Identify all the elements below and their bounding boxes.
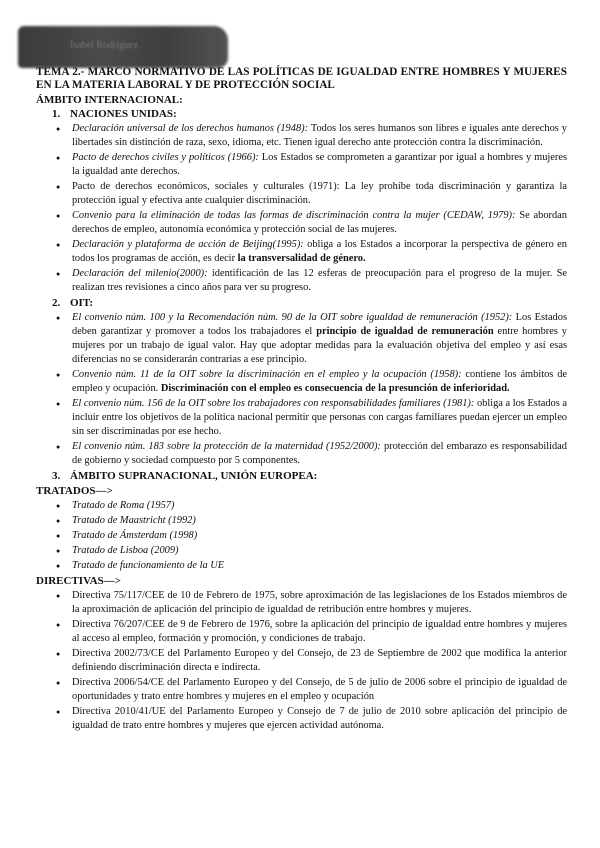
list-item xyxy=(36,209,567,237)
list-item xyxy=(36,267,567,295)
section-heading-text: OIT: xyxy=(70,297,94,309)
list-item xyxy=(36,311,567,367)
tratados-heading: TRATADOS—> xyxy=(36,485,113,497)
list-item: ● Directiva 2002/73/CE del Parlamento Europeo y del Consejo, de 23 de Septiembre de 2002 que modifica la anterior definiendo discriminación directa e indirecta. xyxy=(36,647,567,675)
redacted-name-text: Isabel Rodríguez xyxy=(70,40,139,51)
section-number: 3. xyxy=(52,470,61,482)
list-item: ● Tratado de Roma (1957) xyxy=(36,499,567,513)
list-item xyxy=(36,397,567,439)
item-title: Declaración universal de los derechos humanos (1948): xyxy=(72,123,309,134)
list-item xyxy=(36,440,567,468)
item-title: El convenio núm. 183 sobre la protección de la maternidad (1952/2000): xyxy=(72,441,381,452)
item-text: obliga a los Estados a incluir entre los objetivos de la política nacional permitir que personas con cargas familiares puedan ejercer un empleo sin ser discriminadas por ese hecho. xyxy=(72,398,567,437)
item-bold-text: Discriminación con el empleo es consecuencia de la presunción de inferioridad. xyxy=(160,383,510,394)
list-item: ● Directiva 75/117/CEE de 10 de Febrero de 1975, sobre aproximación de las legislaciones de los Estados miembros de la aproximación de aplicación del principio de igualdad de retribución entre hombres y mujeres. xyxy=(36,589,567,617)
section-number: 2. xyxy=(52,297,61,309)
list-item: ● Tratado de Ámsterdam (1998) xyxy=(36,529,567,543)
list-item: ● Tratado de Maastricht (1992) xyxy=(36,514,567,528)
item-bold-text: principio de igualdad de remuneración xyxy=(316,326,494,337)
section-number: 1. xyxy=(52,108,61,120)
section-heading-text: ÁMBITO SUPRANACIONAL, UNIÓN EUROPEA: xyxy=(70,470,318,482)
list-item xyxy=(36,122,567,150)
item-text: Todos los seres humanos son libres e iguales ante derechos y libertades sin distinción de raza, sexo, idioma, etc. Tienen igual derecho ante protección contra la discriminación. xyxy=(72,123,567,148)
list-item: ● Directiva 2010/41/UE del Parlamento Europeo y Consejo de 7 de julio de 2010 sobre aplicación del principio de igualdad de trato entre hombres y mujeres que ejercen actividad autónoma. xyxy=(36,705,567,733)
item-title: Declaración del milenio(2000): xyxy=(72,268,208,279)
item-title: Convenio núm. 11 de la OIT sobre la discriminación en el empleo y la ocupación (1958): xyxy=(72,369,462,380)
list-item: ● Directiva 76/207/CEE de 9 de Febrero de 1976, sobre la aplicación del principio de igualdad entre hombres y mujeres al acceso al empleo, formación y promoción, y condiciones de trabajo. xyxy=(36,618,567,646)
list-item: ● Directiva 2006/54/CE del Parlamento Europeo y del Consejo, de 5 de julio de 2006 sobre el principio de igualdad de oportunidades y trato entre hombres y mujeres en el empleo y ocupación xyxy=(36,676,567,704)
tratados-list xyxy=(36,499,567,573)
item-text: contiene los ámbitos de empleo y ocupación. xyxy=(72,369,567,394)
item-title: El convenio núm. 100 y la Recomendación núm. 90 de la OIT sobre igualdad de remuneración (1952): xyxy=(72,312,513,323)
list-item xyxy=(36,151,567,179)
oit-list xyxy=(36,311,567,468)
supranacional-heading xyxy=(52,469,567,483)
item-title: Convenio para la eliminación de todas las formas de discriminación contra la mujer (CEDAW, 1979): xyxy=(72,210,516,221)
naciones-unidas-list xyxy=(36,122,567,295)
directivas-heading: DIRECTIVAS—> xyxy=(36,575,121,587)
item-text: Pacto de derechos económicos, sociales y culturales (1971): La ley prohíbe toda discriminación y garantiza la protección igual y efectiva ante cualquier discriminación. xyxy=(72,181,567,206)
list-item: ● Tratado de Lisboa (2009) xyxy=(36,544,567,558)
document-content xyxy=(36,66,567,734)
item-text: Los Estados se comprometen a garantizar por igual a hombres y mujeres la igualdad ante derechos. xyxy=(72,152,568,177)
naciones-unidas-heading xyxy=(52,107,567,121)
item-tail-text: entre hombres y mujeres por un trabajo de igual valor. Hay que adoptar medidas para la evaluación objetiva del empleo y así esas diferencias no se considerarán contrarias a ese principio. xyxy=(72,326,567,365)
item-bold-text: la transversalidad de género. xyxy=(237,253,366,264)
list-item xyxy=(36,368,567,396)
item-text: protección del embarazo es responsabilidad de gobierno y sociedad compuesto por 5 componentes. xyxy=(72,441,567,466)
ambito-internacional-heading: ÁMBITO INTERNACIONAL: xyxy=(36,94,183,106)
list-item xyxy=(36,238,567,266)
list-item: ● Tratado de funcionamiento de la UE xyxy=(36,559,567,573)
item-text: identificación de las 12 esferas de preocupación para el progreso de la mujer. Se realizan tres revisiones a cinco años para ver su progreso. xyxy=(72,268,568,293)
directivas-list xyxy=(36,589,567,733)
page-title: TEMA 2.- MARCO NORMATIVO DE LAS POLÍTICAS DE IGUALDAD ENTRE HOMBRES Y MUJERES EN LA MATERIA LABORAL Y DE PROTECCIÓN SOCIAL xyxy=(36,66,567,91)
item-title: El convenio núm. 156 de la OIT sobre los trabajadores con responsabilidades familiares (1981): xyxy=(72,398,475,409)
item-text: Se abordan derechos de empleo, autonomía económica y protección social de las mujeres. xyxy=(72,210,567,235)
item-title: Pacto de derechos civiles y políticos (1966): xyxy=(72,152,259,163)
item-title: Declaración y plataforma de acción de Beijing(1995): xyxy=(72,239,304,250)
list-item xyxy=(36,180,567,208)
section-heading-text: NACIONES UNIDAS: xyxy=(70,108,177,120)
item-text: obliga a los Estados a incorporar la perspectiva de género en todos los programas de acción, es decir xyxy=(72,239,567,264)
oit-heading xyxy=(52,296,567,310)
item-text: Los Estados deben garantizar y promover a todos los trabajadores el xyxy=(72,312,567,337)
